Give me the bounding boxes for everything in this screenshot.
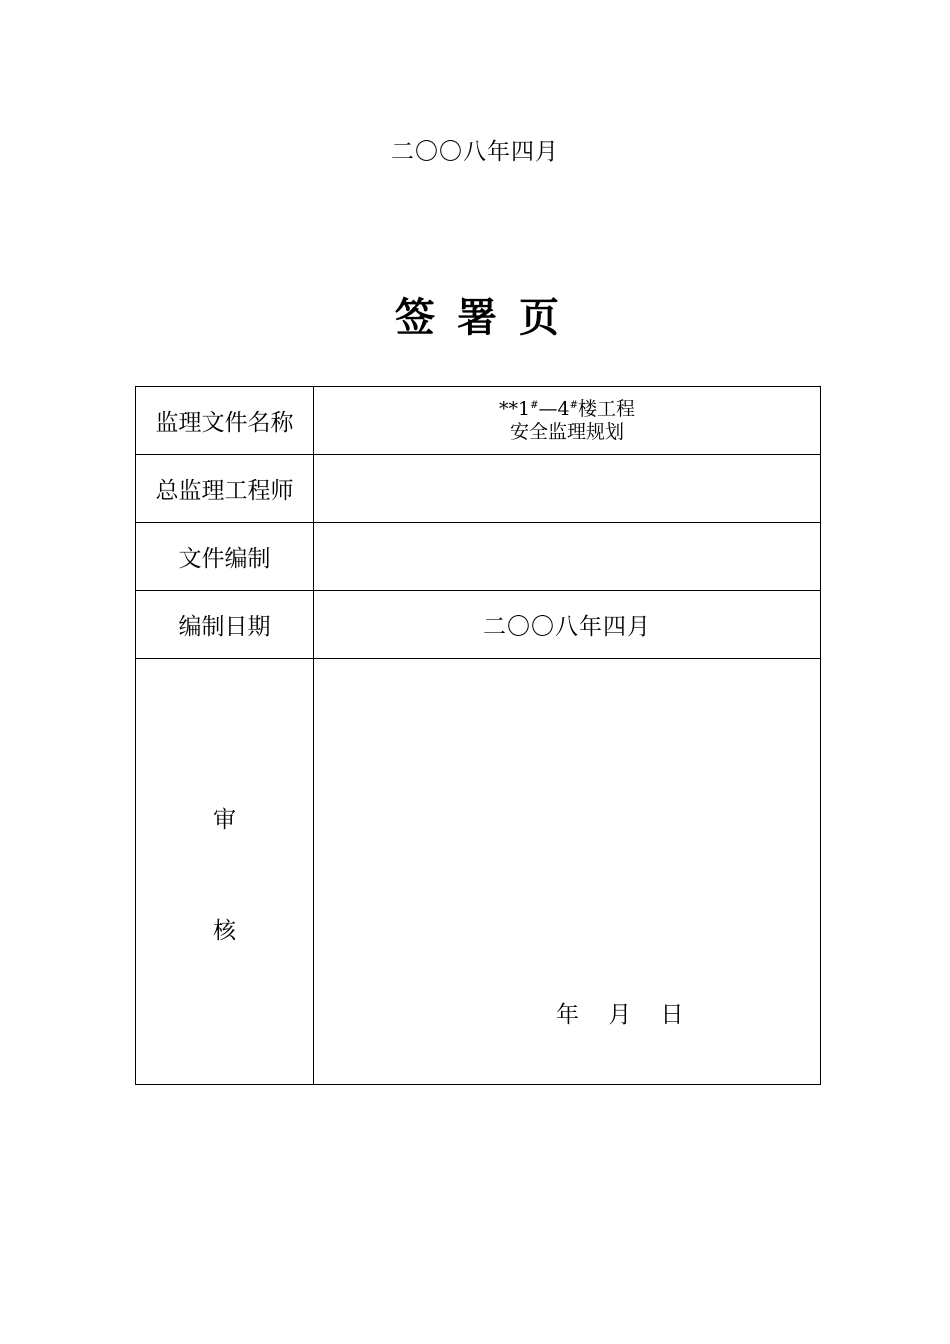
review-char-1: 审 [213, 806, 236, 833]
row-chief-supervisor [136, 455, 821, 523]
label-compile-date: 编制日期 [136, 591, 314, 659]
review-date-line: 年 月 日 [556, 1002, 684, 1028]
page-title: 签署页 [395, 294, 581, 341]
header-date: 二〇〇八年四月 [391, 139, 559, 165]
document-name-line2: 安全监理规划 [509, 420, 624, 443]
review-content [314, 659, 821, 1085]
value-document-name [314, 387, 821, 455]
label-document-name: 监理文件名称 [136, 387, 314, 455]
signature-table [135, 386, 821, 1085]
row-document-name [136, 387, 821, 455]
row-compile-date [136, 591, 821, 659]
value-compile-date: 二〇〇八年四月 [314, 591, 821, 659]
label-document-compiler: 文件编制 [136, 523, 314, 591]
review-char-2: 核 [213, 917, 236, 944]
label-review [136, 659, 314, 1085]
label-chief-supervisor: 总监理工程师 [136, 455, 314, 523]
row-document-compiler [136, 523, 821, 591]
value-chief-supervisor [314, 455, 821, 523]
value-document-compiler [314, 523, 821, 591]
document-name-line1: **1#—4#楼工程 [499, 397, 635, 420]
row-review [136, 659, 821, 1085]
